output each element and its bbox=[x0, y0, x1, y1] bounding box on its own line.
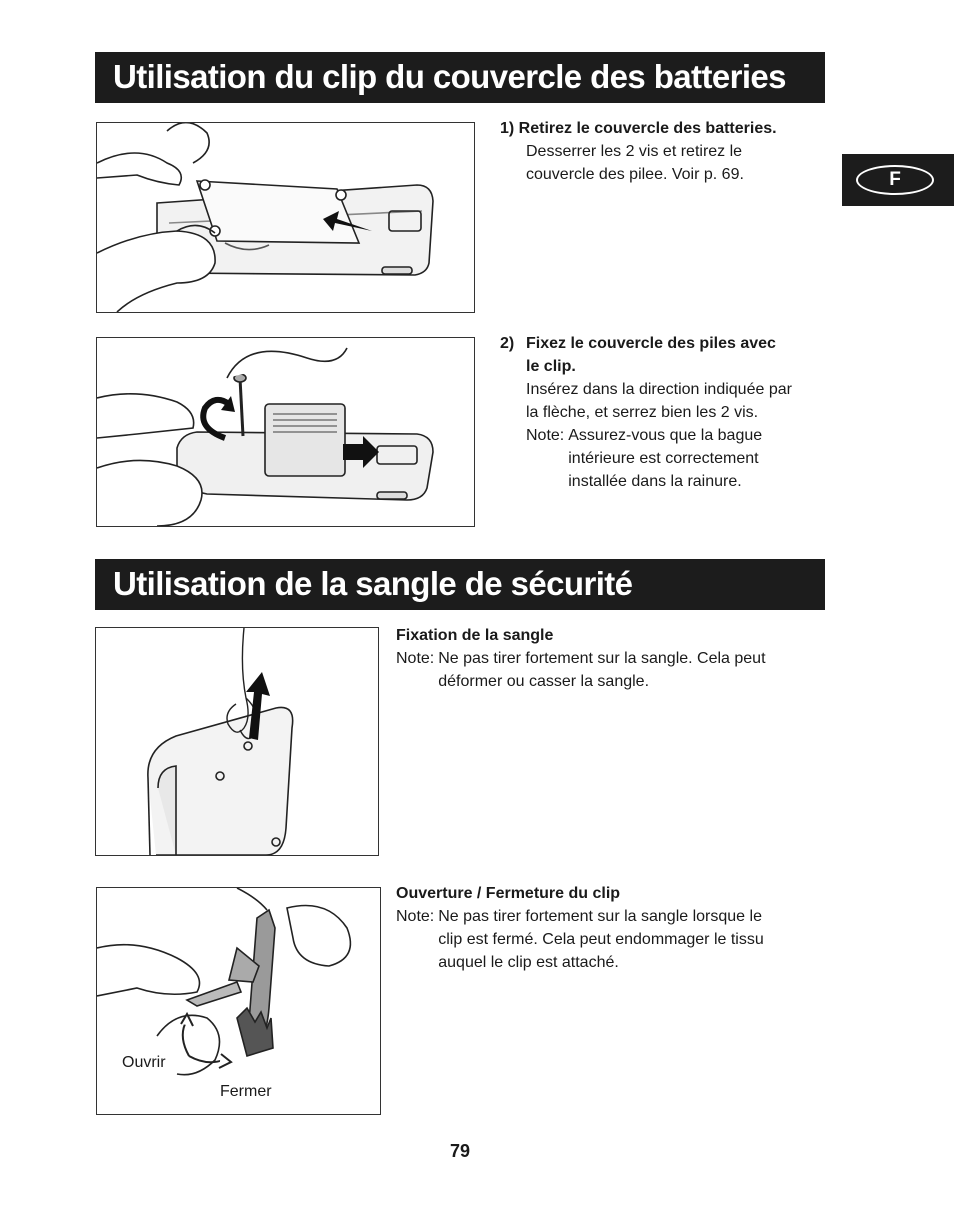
step-2-heading-cont: le clip. bbox=[526, 358, 576, 375]
note-line: clip est fermé. Cela peut endommager le tissu bbox=[438, 931, 764, 948]
language-tab bbox=[842, 154, 954, 206]
illustration-strap bbox=[95, 627, 379, 856]
note-line: Ne pas tirer fortement sur la sangle. Cela peut bbox=[438, 650, 766, 667]
step-2-line: Insérez dans la direction indiquée par bbox=[526, 381, 792, 398]
step-2-heading: Fixez le couvercle des piles avec bbox=[526, 335, 776, 352]
step-2-text bbox=[500, 332, 830, 493]
step-2-number: 2) bbox=[500, 335, 515, 352]
illustration-clip-open-close bbox=[96, 887, 381, 1115]
note-label: Note: bbox=[526, 427, 565, 444]
section-banner-battery-clip bbox=[95, 52, 825, 103]
page-number: 79 bbox=[449, 1141, 471, 1161]
note-line: Assurez-vous que la bague bbox=[568, 427, 763, 444]
note-line: auquel le clip est attaché. bbox=[438, 954, 619, 971]
note-line: intérieure est correctement bbox=[568, 450, 759, 467]
step-1-heading: 1) Retirez le couvercle des batteries. bbox=[500, 120, 777, 137]
illustration-remove-cover bbox=[96, 122, 475, 313]
illustration-attach-clip bbox=[96, 337, 475, 527]
label-close: Fermer bbox=[220, 1083, 272, 1100]
strap-heading: Fixation de la sangle bbox=[396, 627, 554, 644]
section-banner-safety-strap bbox=[95, 559, 825, 610]
step-1-line: Desserrer les 2 vis et retirez le bbox=[526, 143, 743, 160]
note-line: déformer ou casser la sangle. bbox=[438, 673, 650, 690]
clip-heading: Ouverture / Fermeture du clip bbox=[396, 885, 621, 902]
note-line: installée dans la rainure. bbox=[568, 473, 742, 490]
language-badge: F bbox=[856, 165, 934, 195]
section-title: Utilisation du clip du couvercle des batteries bbox=[113, 58, 786, 95]
section-title: Utilisation de la sangle de sécurité bbox=[113, 565, 633, 602]
strap-text bbox=[396, 624, 826, 693]
note-line: Ne pas tirer fortement sur la sangle lorsque le bbox=[438, 908, 762, 925]
step-1-line: couvercle des pilee. Voir p. 69. bbox=[526, 166, 744, 183]
step-2-line: la flèche, et serrez bien les 2 vis. bbox=[526, 404, 759, 421]
step-1-text bbox=[500, 117, 830, 186]
label-open: Ouvrir bbox=[122, 1054, 166, 1071]
note-label: Note: bbox=[396, 650, 435, 667]
note-label: Note: bbox=[396, 908, 435, 925]
clip-text bbox=[396, 882, 826, 974]
